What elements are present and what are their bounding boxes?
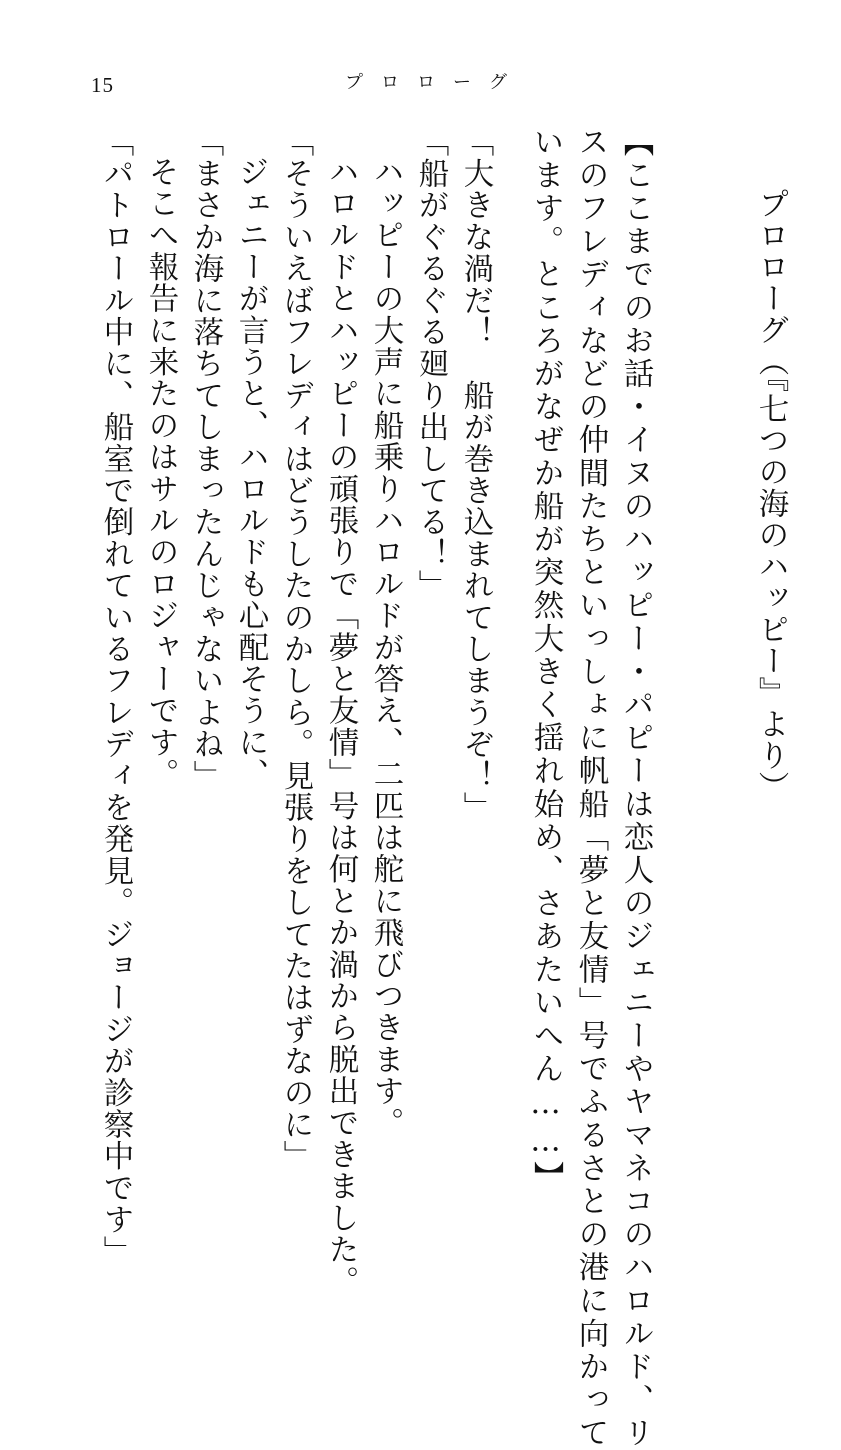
summary-line: スのフレディなどの仲間たちといっしょに帆船「夢と友情」号でふるさとの港に向かって — [573, 126, 608, 1450]
story-line: ハロルドとハッピーの頑張りで「夢と友情」号は何とか渦から脱出できました。 — [323, 156, 358, 1298]
story-line: 「船がぐるぐる廻り出してる！」 — [413, 126, 448, 602]
story-line: 「そういえばフレディはどうしたのかしら。見張りをしてたはずなのに」 — [278, 126, 313, 1173]
story-line: そこへ報告に来たのはサルのロジャーです。 — [143, 156, 178, 790]
summary-line: います。ところがなぜか船が突然大きく揺れ始め、さあたいへん……】 — [528, 126, 563, 1195]
story-line: 「まさか海に落ちてしまったんじゃないよね」 — [188, 126, 223, 792]
column-spacer — [658, 126, 748, 1146]
page-number: 15 — [91, 73, 114, 97]
story-line: 「パトロール中に、船室で倒れているフレディを発見。ジョージが診察中です」 — [98, 126, 133, 1268]
column-spacer — [498, 126, 523, 1146]
story-line: ジェニーが言うと、ハロルドも心配そうに、 — [233, 156, 268, 790]
summary-line: 【ここまでのお話・イヌのハッピー・パピーは恋人のジェニーやヤマネコのハロルド、リ — [618, 126, 653, 1450]
story-line: ハッピーの大声に船乗りハロルドが答え、二匹は舵に飛びつきます。 — [368, 156, 403, 1139]
chapter-title: プロローグ（『七つの海のハッピー』より） — [753, 188, 788, 803]
running-head: プロローグ — [345, 72, 525, 93]
story-line: 「大きな渦だ！ 船が巻き込まれてしまうぞ！」 — [458, 126, 493, 824]
vertical-body-text — [93, 126, 793, 1450]
